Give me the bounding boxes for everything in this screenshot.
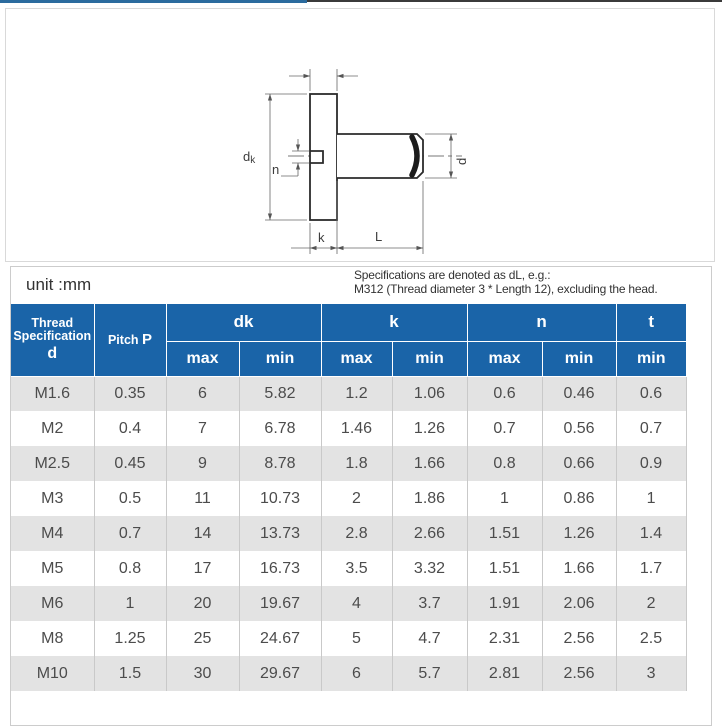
cell-value: 7 bbox=[166, 411, 239, 446]
header-pitch-label: Pitch bbox=[107, 333, 139, 348]
cell-value: 1.26 bbox=[392, 411, 467, 446]
header-thread-line2: Specification bbox=[13, 329, 92, 344]
cell-value: 16.73 bbox=[239, 551, 321, 586]
top-hairline-strip bbox=[0, 0, 722, 3]
unit-label: unit :mm bbox=[26, 275, 92, 294]
cell-thread-size: M8 bbox=[11, 621, 94, 656]
cell-value: 1.86 bbox=[392, 481, 467, 516]
header-thread-symbol: d bbox=[47, 345, 58, 363]
cell-value: 1.5 bbox=[94, 656, 166, 691]
table-row bbox=[11, 411, 686, 446]
cell-value: 1.25 bbox=[94, 621, 166, 656]
header-group-dk: dk bbox=[166, 304, 321, 341]
spec-note-line1: Specifications are denoted as dL, e.g.: bbox=[354, 268, 551, 282]
info-row bbox=[11, 267, 711, 304]
table-row bbox=[11, 586, 686, 621]
cell-value: 0.7 bbox=[467, 411, 542, 446]
cell-value: 0.9 bbox=[616, 446, 686, 481]
cell-value: 0.45 bbox=[94, 446, 166, 481]
header-pitch bbox=[94, 304, 166, 376]
cell-value: 2.81 bbox=[467, 656, 542, 691]
cell-value: 6.78 bbox=[239, 411, 321, 446]
cell-value: 1 bbox=[467, 481, 542, 516]
cell-value: 1.51 bbox=[467, 516, 542, 551]
cell-value: 4.7 bbox=[392, 621, 467, 656]
header-pitch-symbol: P bbox=[142, 331, 153, 349]
spec-panel bbox=[10, 266, 712, 726]
table-row bbox=[11, 551, 686, 586]
dim-label-dk: dk bbox=[243, 149, 256, 166]
cell-value: 0.8 bbox=[94, 551, 166, 586]
cell-value: 6 bbox=[166, 376, 239, 411]
table-row bbox=[11, 446, 686, 481]
table-row bbox=[11, 621, 686, 656]
cell-value: 2.31 bbox=[467, 621, 542, 656]
top-strip-blue-segment bbox=[0, 0, 307, 3]
spec-table-body bbox=[11, 376, 686, 691]
cell-value: 5.7 bbox=[392, 656, 467, 691]
header-n-max: max bbox=[467, 341, 542, 376]
cell-value: 6 bbox=[321, 656, 392, 691]
cell-thread-size: M1.6 bbox=[11, 376, 94, 411]
cell-value: 8.78 bbox=[239, 446, 321, 481]
header-dk-max: max bbox=[166, 341, 239, 376]
cell-value: 0.46 bbox=[542, 376, 616, 411]
header-dk-min: min bbox=[239, 341, 321, 376]
cell-value: 2.5 bbox=[616, 621, 686, 656]
cell-value: 0.35 bbox=[94, 376, 166, 411]
header-n-min: min bbox=[542, 341, 616, 376]
header-k-max: max bbox=[321, 341, 392, 376]
cell-value: 4 bbox=[321, 586, 392, 621]
cell-value: 1.66 bbox=[392, 446, 467, 481]
cell-value: 1.8 bbox=[321, 446, 392, 481]
cell-thread-size: M10 bbox=[11, 656, 94, 691]
cell-value: 0.4 bbox=[94, 411, 166, 446]
screw-technical-drawing bbox=[6, 9, 714, 261]
cell-value: 0.8 bbox=[467, 446, 542, 481]
cell-value: 1.46 bbox=[321, 411, 392, 446]
cell-value: 0.6 bbox=[616, 376, 686, 411]
dim-label-d: d bbox=[454, 157, 469, 165]
cell-value: 0.86 bbox=[542, 481, 616, 516]
cell-value: 10.73 bbox=[239, 481, 321, 516]
header-group-k: k bbox=[321, 304, 467, 341]
cell-value: 5 bbox=[321, 621, 392, 656]
cell-value: 1 bbox=[94, 586, 166, 621]
technical-drawing-panel bbox=[5, 8, 715, 262]
cell-value: 30 bbox=[166, 656, 239, 691]
header-thread-line1: Thread bbox=[31, 316, 74, 331]
table-row bbox=[11, 516, 686, 551]
cell-value: 29.67 bbox=[239, 656, 321, 691]
cell-value: 3 bbox=[616, 656, 686, 691]
cell-value: 5.82 bbox=[239, 376, 321, 411]
spec-table-head bbox=[11, 304, 686, 376]
header-group-n: n bbox=[467, 304, 616, 341]
table-row bbox=[11, 376, 686, 411]
cell-thread-size: M5 bbox=[11, 551, 94, 586]
cell-value: 0.6 bbox=[467, 376, 542, 411]
cell-value: 1 bbox=[616, 481, 686, 516]
cell-value: 17 bbox=[166, 551, 239, 586]
cell-value: 1.7 bbox=[616, 551, 686, 586]
spec-note-line2: M312 (Thread diameter 3 * Length 12), excluding the head. bbox=[354, 282, 658, 296]
cell-value: 2 bbox=[321, 481, 392, 516]
cell-value: 24.67 bbox=[239, 621, 321, 656]
cell-value: 2.56 bbox=[542, 621, 616, 656]
cell-thread-size: M3 bbox=[11, 481, 94, 516]
header-t-min: min bbox=[616, 341, 686, 376]
dim-label-n: n bbox=[272, 162, 280, 177]
header-k-min: min bbox=[392, 341, 467, 376]
cell-value: 1.06 bbox=[392, 376, 467, 411]
table-row bbox=[11, 656, 686, 691]
cell-value: 0.56 bbox=[542, 411, 616, 446]
cell-value: 0.66 bbox=[542, 446, 616, 481]
cell-value: 2.06 bbox=[542, 586, 616, 621]
cell-value: 2.56 bbox=[542, 656, 616, 691]
cell-value: 1.4 bbox=[616, 516, 686, 551]
cell-value: 20 bbox=[166, 586, 239, 621]
cell-thread-size: M4 bbox=[11, 516, 94, 551]
cell-value: 3.7 bbox=[392, 586, 467, 621]
dim-label-k: k bbox=[318, 230, 325, 245]
cell-value: 19.67 bbox=[239, 586, 321, 621]
cell-value: 1.91 bbox=[467, 586, 542, 621]
cell-value: 14 bbox=[166, 516, 239, 551]
cell-value: 1.26 bbox=[542, 516, 616, 551]
top-strip-dark-segment bbox=[307, 0, 722, 2]
header-group-t: t bbox=[616, 304, 686, 341]
cell-value: 25 bbox=[166, 621, 239, 656]
cell-thread-size: M2.5 bbox=[11, 446, 94, 481]
cell-value: 1.51 bbox=[467, 551, 542, 586]
cell-value: 0.7 bbox=[94, 516, 166, 551]
spec-note bbox=[354, 268, 708, 296]
cell-value: 2.66 bbox=[392, 516, 467, 551]
screw-shank-outline bbox=[337, 134, 423, 178]
header-thread-spec bbox=[11, 304, 94, 376]
cell-value: 0.7 bbox=[616, 411, 686, 446]
cell-value: 2.8 bbox=[321, 516, 392, 551]
cell-value: 13.73 bbox=[239, 516, 321, 551]
cell-value: 2 bbox=[616, 586, 686, 621]
cell-value: 1.2 bbox=[321, 376, 392, 411]
dim-label-L: L bbox=[375, 229, 383, 244]
table-row bbox=[11, 481, 686, 516]
cell-value: 3.5 bbox=[321, 551, 392, 586]
cell-value: 3.32 bbox=[392, 551, 467, 586]
spec-table bbox=[11, 304, 687, 691]
cell-value: 11 bbox=[166, 481, 239, 516]
cell-value: 1.66 bbox=[542, 551, 616, 586]
cell-thread-size: M6 bbox=[11, 586, 94, 621]
cell-value: 9 bbox=[166, 446, 239, 481]
cell-thread-size: M2 bbox=[11, 411, 94, 446]
cell-value: 0.5 bbox=[94, 481, 166, 516]
